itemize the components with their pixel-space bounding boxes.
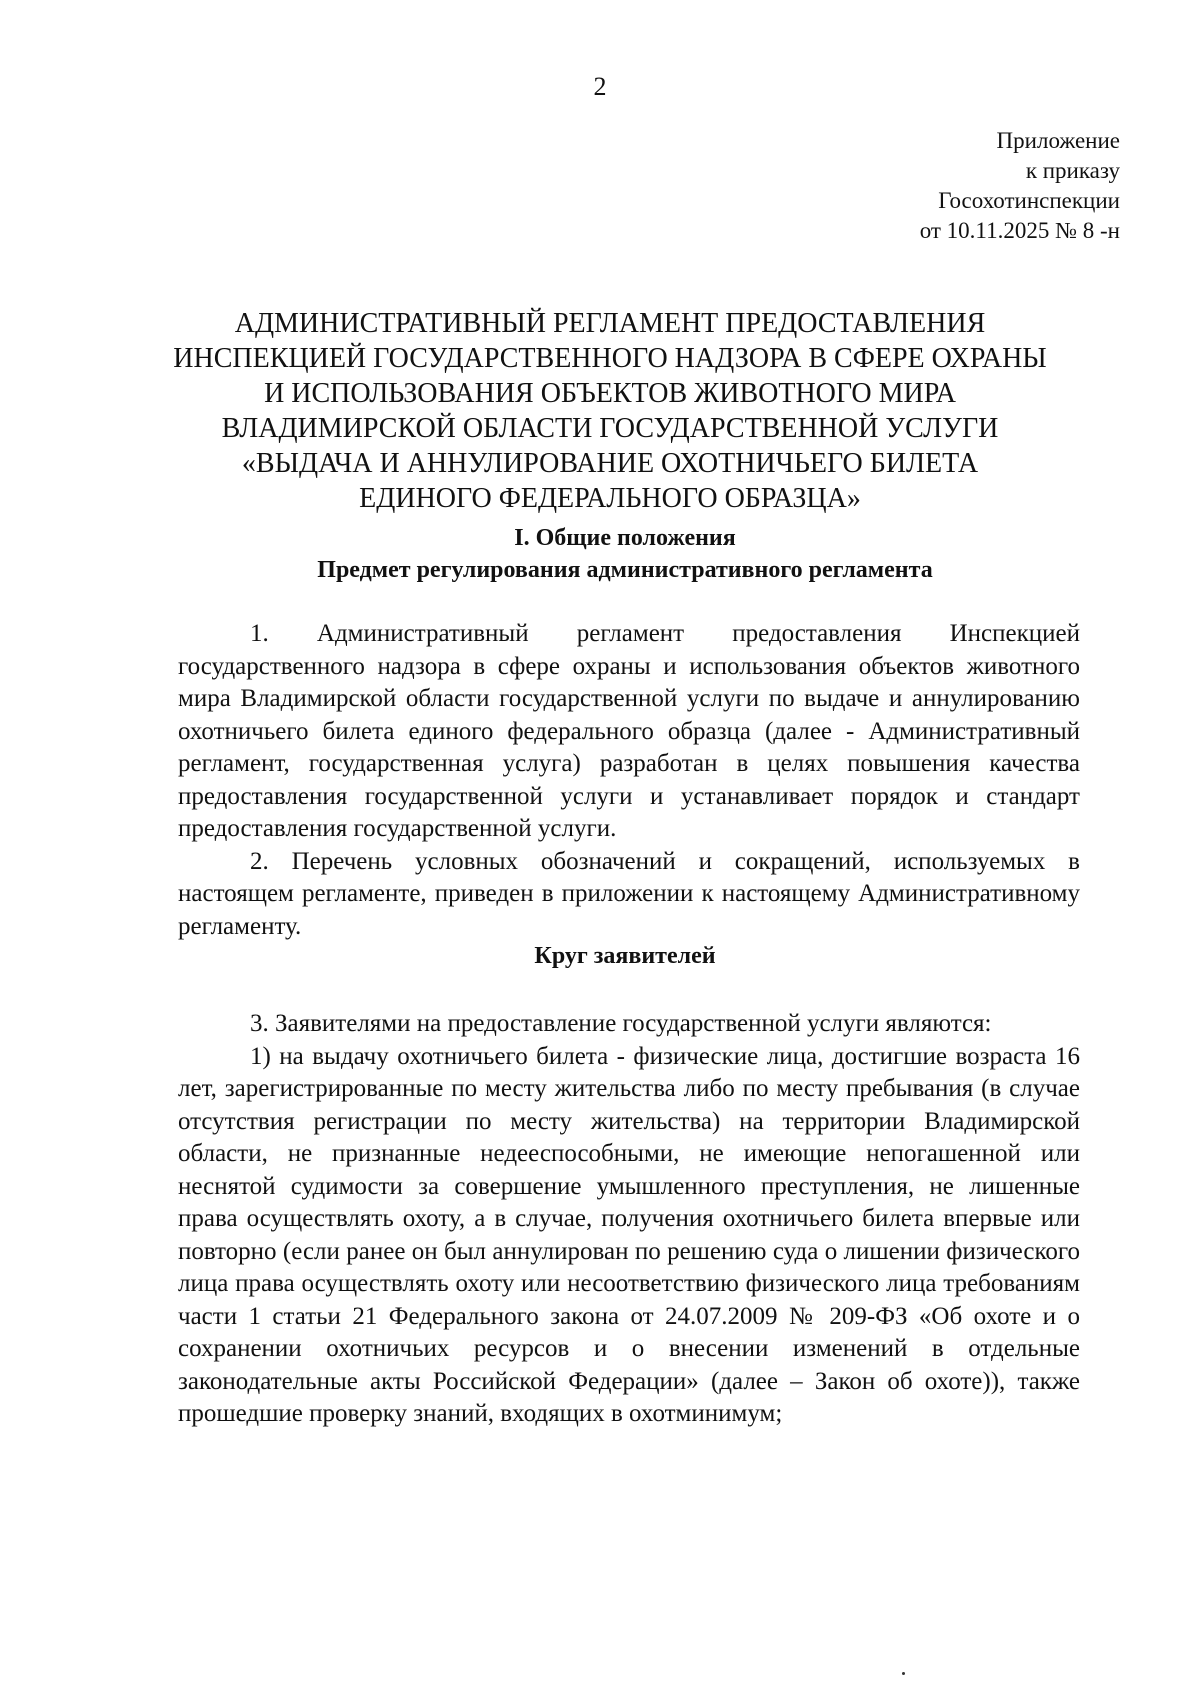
- section-general-body: [178, 618, 1080, 943]
- appendix-line: Госохотинспекции: [938, 188, 1120, 213]
- section-title: Круг заявителей: [534, 943, 716, 969]
- document-title: [160, 306, 1060, 516]
- section-title: I. Общие положения: [514, 525, 736, 551]
- paragraph: 3. Заявителями на предоставление государственной услуги являются:: [250, 1010, 992, 1037]
- section-heading-applicants: [170, 940, 1080, 972]
- page-number: 2: [593, 72, 607, 101]
- paragraph: 1. Административный регламент предоставления Инспекцией государственного надзора в сфере охраны и использования объектов животного мира Владимирской области государственной услуги по выдаче и аннулированию охотничьего билета единого федерального образца (далее - Административный регламент, государственная услуга) разработан в целях повышения качества предоставления государственной услуги и устанавливает порядок и стандарт предоставления государственной услуги.: [178, 620, 1080, 842]
- paragraph: 1) на выдачу охотничьего билета - физические лица, достигшие возраста 16 лет, зарегистрированные по месту жительства либо по месту пребывания (в случае отсутствия регистрации по месту жительства) на территории Владимирской области, не признанные недееспособными, не имеющие непогашенной или неснятой судимости за совершение умышленного преступления, не лишенные права осуществлять охоту, а в случае, получения охотничьего билета впервые или повторно (если ранее он был аннулирован по решению суда о лишении физического лица права осуществлять охоту или несоответствию физического лица требованиям части 1 статьи 21 Федерального закона от 24.07.2009 № 209-ФЗ «Об охоте и о сохранении охотничьих ресурсов и о внесении изменений в отдельные законодательные акты Российской Федерации» (далее – Закон об охоте)), также прошедшие проверку знаний, входящих в охотминимум;: [178, 1042, 1080, 1427]
- paragraph: 2. Перечень условных обозначений и сокращений, используемых в настоящем регламенте, приведен в приложении к настоящему Административному регламенту.: [178, 847, 1080, 940]
- appendix-order-date: от 10.11.2025 № 8 -н: [919, 218, 1120, 243]
- title-line: ЕДИНОГО ФЕДЕРАЛЬНОГО ОБРАЗЦА»: [359, 483, 861, 514]
- section-heading-general: [170, 522, 1080, 586]
- title-line: И ИСПОЛЬЗОВАНИЯ ОБЪЕКТОВ ЖИВОТНОГО МИРА: [264, 378, 956, 409]
- section-applicants-body: [178, 1008, 1080, 1431]
- appendix-line: к приказу: [1025, 158, 1120, 183]
- title-line: ИНСПЕКЦИЕЙ ГОСУДАРСТВЕННОГО НАДЗОРА В СФЕРЕ ОХРАНЫ: [173, 343, 1047, 374]
- section-subtitle: Предмет регулирования административного регламента: [317, 557, 933, 583]
- title-line: «ВЫДАЧА И АННУЛИРОВАНИЕ ОХОТНИЧЬЕГО БИЛЕТА: [241, 448, 979, 479]
- scan-speck: [902, 1672, 905, 1675]
- title-line: АДМИНИСТРАТИВНЫЙ РЕГЛАМЕНТ ПРЕДОСТАВЛЕНИЯ: [234, 308, 986, 339]
- appendix-line: Приложение: [996, 128, 1120, 153]
- appendix-note: [920, 126, 1120, 246]
- title-line: ВЛАДИМИРСКОЙ ОБЛАСТИ ГОСУДАРСТВЕННОЙ УСЛУГИ: [221, 413, 999, 444]
